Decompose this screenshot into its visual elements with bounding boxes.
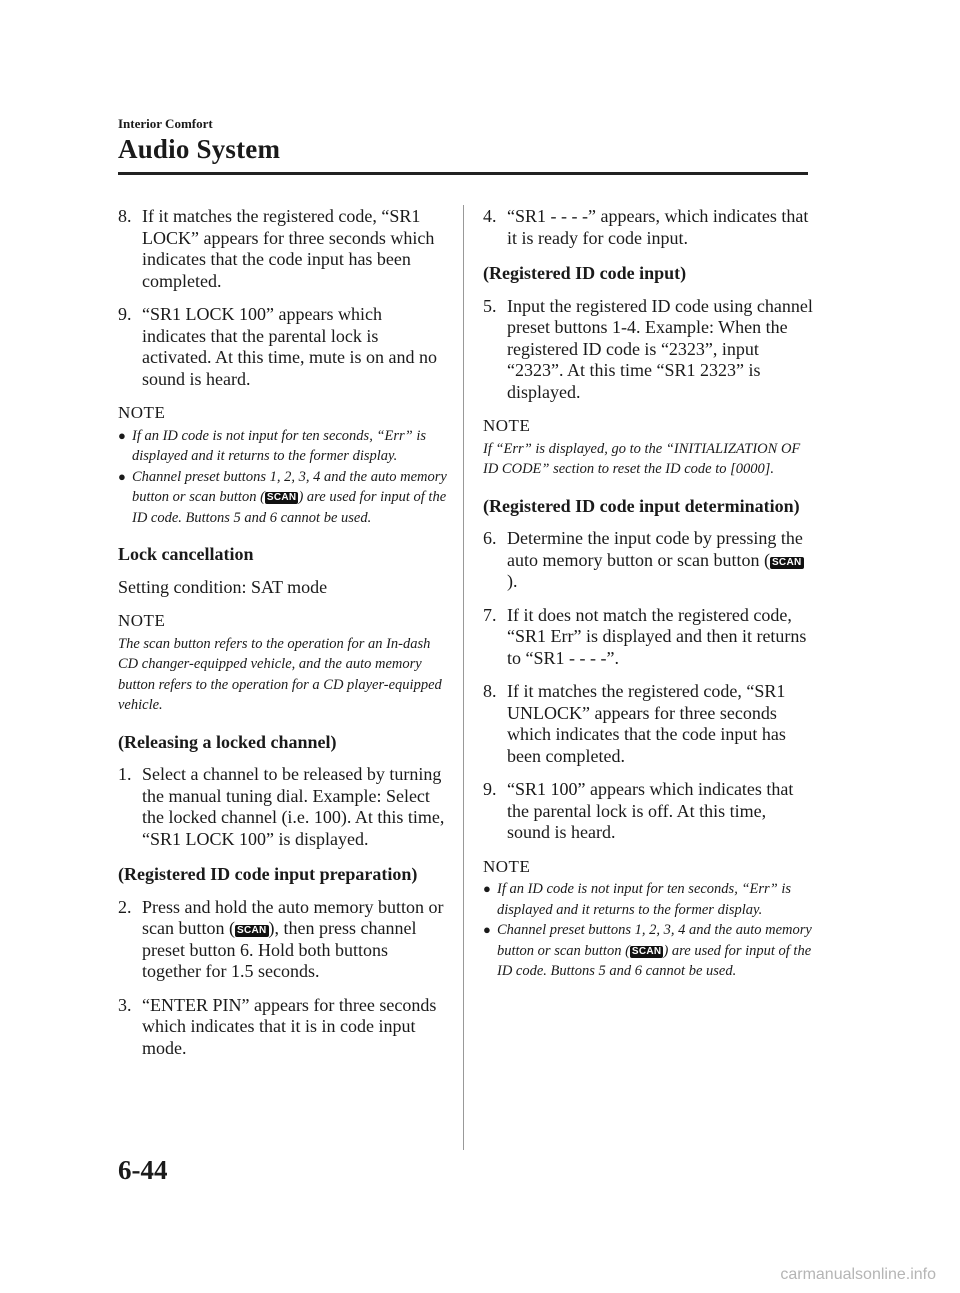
step-number: 8. [118,206,132,226]
note-text: If an ID code is not input for ten seconds, “Err” is displayed and it returns to the former display. [132,427,427,464]
step-item [483,681,813,767]
step-item [483,528,813,593]
scan-button-icon: SCAN [236,925,267,936]
bullet-icon: ● [483,881,491,896]
bullet-icon: ● [118,427,126,443]
step-text: If it does not match the registered code, “SR1 Err” is displayed and then it returns to “SR1 - - - -”. [507,604,807,668]
step-number: 1. [118,764,132,784]
step-number: 8. [483,681,497,701]
step-item [118,304,448,390]
bullet-icon: ● [483,922,491,937]
step-text: “ENTER PIN” appears for three seconds which indicates that it is in code input mode. [142,994,437,1058]
header-rule [118,172,808,175]
note-text [132,467,448,529]
step-item [483,296,813,404]
step-text [142,897,448,983]
note-heading: NOTE [483,856,531,876]
note-list [483,879,813,982]
step-number: 3. [118,994,132,1015]
subheading: (Registered ID code input) [483,263,687,283]
step-item [118,995,448,1060]
scan-button-icon: SCAN [771,556,802,568]
subheading: (Registered ID code input preparation) [118,864,418,884]
scan-button-icon: SCAN [631,945,662,957]
step-item [483,605,813,670]
bullet-icon: ● [118,468,126,484]
note-list [118,426,448,529]
step-item [118,206,448,292]
step-number: 2. [118,896,132,917]
step-number: 9. [483,779,497,799]
note-text-part: Channel preset buttons 1, 2, 3, 4 and the auto memory button or scan button ( [497,922,812,959]
step-number: 7. [483,604,497,625]
step-number: 9. [118,304,132,324]
page-title: Audio System [118,134,281,164]
subheading: (Registered ID code input determination) [483,495,800,516]
note-text [497,920,813,982]
right-column [483,206,813,998]
step-number: 5. [483,295,497,316]
step-text: Select a channel to be released by turning the manual tuning dial. Example: Select the locked channel (i.e. 100). At this time, “SR1 LOCK 100” is displayed. [142,764,445,849]
setting-condition: Setting condition: SAT mode [118,576,328,597]
step-text-part: Determine the input code by pressing the auto memory button or scan button ( [507,528,803,570]
note-text: If “Err” is displayed, go to the “INITIALIZATION OF ID CODE” section to reset the ID code to [0000]. [483,440,801,477]
watermark: carmanualsonline.info [780,1266,936,1283]
note-bullet [483,879,813,920]
step-number: 4. [483,206,497,226]
step-text: If it matches the registered code, “SR1 UNLOCK” appears for three seconds which indicates that the code input has been completed. [507,681,786,766]
note-text-part: ) are used for input of the ID code. Buttons 5 and 6 cannot be used. [132,489,447,526]
step-text: “SR1 100” appears which indicates that the parental lock is off. At this time, sound is heard. [507,779,794,842]
step-text: “SR1 - - - -” appears, which indicates that it is ready for code input. [507,206,809,248]
step-text: “SR1 LOCK 100” appears which indicates that the parental lock is activated. At this time, mute is on and no sound is heard. [142,304,437,389]
step-text: If it matches the registered code, “SR1 LOCK” appears for three seconds which indicates that the code input has been completed. [142,206,435,291]
step-item [118,764,448,850]
note-text-part: ) are used for input of the ID code. Buttons 5 and 6 cannot be used. [497,942,812,979]
step-number: 6. [483,528,497,548]
note-text: If an ID code is not input for ten seconds, “Err” is displayed and it returns to the former display. [497,881,792,918]
step-text: Input the registered ID code using channel preset buttons 1-4. Example: When the registered ID code is “2323”, input “2323”. At this time “SR1 2323” is displayed. [507,295,813,402]
note-text-part: Channel preset buttons 1, 2, 3, 4 and the auto memory button or scan button ( [132,468,447,505]
scan-button-icon: SCAN [266,492,297,503]
left-column [118,206,448,1071]
step-item [483,206,813,249]
step-item [118,897,448,983]
note-heading: NOTE [118,611,166,630]
step-text-part: Press and hold the auto memory button or scan button ( [142,896,444,938]
subheading: (Releasing a locked channel) [118,731,337,752]
step-text-part: ). [507,571,518,591]
note-bullet [118,467,448,529]
note-heading: NOTE [118,403,166,422]
note-text: The scan button refers to the operation for an In-dash CD changer-equipped vehicle, and the auto memory button refers to the operation for a CD player-equipped vehicle. [118,635,442,713]
page-number: 6-44 [118,1155,168,1185]
note-bullet [118,426,448,467]
column-divider [463,205,464,1150]
step-text [507,528,813,593]
step-item [483,779,813,844]
note-bullet [483,920,813,982]
note-heading: NOTE [483,416,531,435]
section-label: Interior Comfort [118,116,213,131]
step-text-part: ), then press channel preset button 6. Hold both buttons together for 1.5 seconds. [142,918,417,981]
subheading: Lock cancellation [118,544,254,564]
